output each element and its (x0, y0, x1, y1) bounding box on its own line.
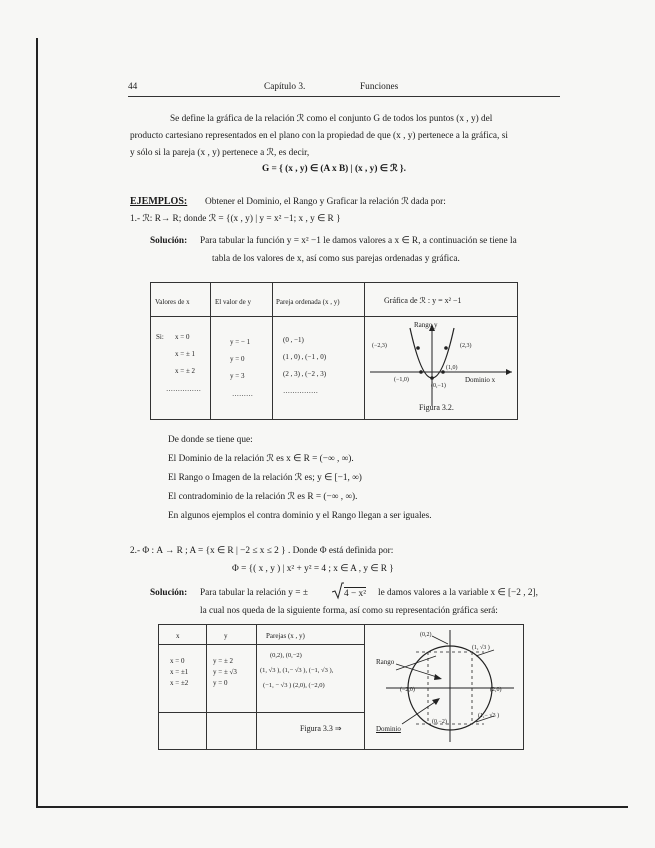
page-left-edge (36, 38, 38, 808)
graph2-point-neg2-0: (−2,0) (400, 687, 415, 693)
conclusion-dominio: El Dominio de la relación ℛ es x ∈ R = (−∞ , ∞). (168, 454, 354, 464)
example-2-solution-line-1a: Para tabular la relación y = ± (200, 588, 308, 598)
table1-pair-0: (0 , −1) (283, 336, 304, 344)
table1-pair-1: (1 , 0) , (−1 , 0) (283, 353, 327, 361)
graph1-x-arrow (506, 369, 512, 375)
page-bottom-edge (38, 806, 628, 808)
table1-x-3: …………… (166, 385, 201, 393)
table2-pairs-1: (1, √3 ), (1,− √3 ), (−1, √3 ), (260, 667, 334, 674)
section-title: Funciones (360, 82, 399, 92)
sqrt-symbol (332, 582, 344, 600)
table1-y-1: y = 0 (230, 355, 245, 363)
graph2-point-0-neg2: (0,−2) (432, 719, 447, 725)
header-rule (128, 96, 560, 97)
intro-line-2: producto cartesiano representados en el plano con la propiedad de que (x , y) pertenece a la gráfica, si (130, 131, 508, 141)
graph2-point-0-2: (0,2) (420, 632, 432, 638)
figure-3-2-caption: Figura 3.2. (419, 403, 454, 412)
graph1-x-label: Dominio x (465, 376, 496, 384)
examples-heading: EJEMPLOS: (130, 196, 188, 207)
example-1-solution-line-1: Para tabular la función y = x² −1 le damos valores a x ∈ R, a continuación se tiene la (200, 236, 517, 246)
table2-x-0: x = 0 (170, 657, 185, 665)
table1-y-2: y = 3 (230, 372, 245, 380)
conclusion-intro: De donde se tiene que: (168, 435, 253, 445)
example-1-solution-line-2: tabla de los valores de x, así como sus parejas ordenadas y gráfica. (212, 254, 460, 264)
conclusion-rango: El Rango o Imagen de la relación ℛ es; y ∈ [−1, ∞) (168, 473, 362, 483)
table2-y-2: y = 0 (213, 679, 228, 687)
table2-y-1: y = ± √3 (213, 668, 237, 676)
table2-pairs-0: (0,2), (0,−2) (270, 652, 302, 659)
example-2-solution-line-1c: le damos valores a la variable x ∈ [−2 , 2], (378, 588, 538, 598)
figure-3-3-caption: Figura 3.3 ⇒ (300, 724, 342, 733)
table2-header-x: x (176, 632, 180, 640)
example-1-statement: 1.- ℛ: R→ R; donde ℛ = {(x , y) | y = x² −1; x , y ∈ R } (130, 214, 341, 224)
table1-y-3: ……… (232, 390, 253, 398)
intro-formula: G = { (x , y) ∈ (A x B) | (x , y) ∈ ℛ }. (262, 164, 406, 174)
table2-x-1: x = ±1 (170, 668, 189, 676)
example-2-definition: Φ = {( x , y ) | x² + y² = 4 ; x ∈ A , y ∈ R } (232, 564, 394, 574)
graph1-point-neg1-0: (−1,0) (394, 377, 409, 383)
table1-y-0: y = − 1 (230, 338, 251, 346)
table1-x-0: x = 0 (175, 333, 190, 341)
table1-header-pair: Pareja ordenada (x , y) (276, 298, 340, 306)
page-number: 44 (128, 82, 138, 92)
table2-x-2: x = ±2 (170, 679, 189, 687)
example-2-solution-line-2: la cual nos queda de la siguiente forma, así como su representación gráfica será: (200, 606, 498, 616)
table1-pair-3: …………… (283, 387, 318, 395)
intro-line-1: Se define la gráfica de la relación ℛ como el conjunto G de todos los puntos (x , y) del (170, 114, 493, 124)
example-2-solution-line-1b: 4 − x² (344, 589, 366, 599)
examples-heading-rest: Obtener el Dominio, el Rango y Graficar la relación ℛ dada por: (205, 197, 446, 207)
graph2-rango-label: Rango (376, 658, 395, 666)
graph2-point-1-sqrt3: (1, √3 ) (472, 645, 490, 651)
example-1-solution-label: Solución: (150, 236, 188, 246)
table1-pair-2: (2 , 3) , (−2 , 3) (283, 370, 327, 378)
table2-y-0: y = ± 2 (213, 657, 234, 665)
graph1-point-1-0: (1,0) (446, 365, 458, 371)
table1-si-label: Si: (156, 333, 164, 341)
graph1-y-label: Rango y (414, 321, 438, 329)
example-2-statement: 2.- Φ : A → R ; A = {x ∈ R | −2 ≤ x ≤ 2 } . Donde Φ está definida por: (130, 546, 394, 556)
table2-pairs-2: (−1, − √3 ) (2,0), (−2,0) (263, 682, 325, 689)
graph1-point-neg2-3: (−2,3) (372, 343, 387, 349)
table1-x-2: x = ± 2 (175, 367, 196, 375)
graph2-point-2-0: (2,0) (490, 687, 502, 693)
table1-header-graph: Gráfica de ℛ : y = x² −1 (384, 296, 462, 305)
table2-header-pairs: Parejas (x , y) (266, 632, 305, 640)
chapter-title: Capítulo 3. (264, 82, 306, 92)
table1-header-x: Valores de x (155, 298, 190, 306)
table2-header-y: y (224, 632, 228, 640)
graph1-point-0-neg1: (0,−1) (431, 383, 446, 389)
intro-line-3: y sólo si la pareja (x , y) pertenece a ℛ, es decir, (130, 148, 310, 158)
table1-x-1: x = ± 1 (175, 350, 196, 358)
rango-arrow (396, 664, 440, 678)
conclusion-contradominio: El contradominio de la relación ℛ es R = (−∞ , ∞). (168, 492, 358, 502)
graph2-dominio-label: Dominio (376, 725, 401, 733)
table1-header-y: El valor de y (215, 298, 251, 306)
conclusion-nota: En algunos ejemplos el contra dominio y el Rango llegan a ser iguales. (168, 511, 432, 521)
example-2-solution-label: Solución: (150, 588, 188, 598)
graph1-point-2-3: (2,3) (460, 343, 472, 349)
graph2-point-1-neg-sqrt3: (1,− √3 ) (478, 713, 500, 719)
